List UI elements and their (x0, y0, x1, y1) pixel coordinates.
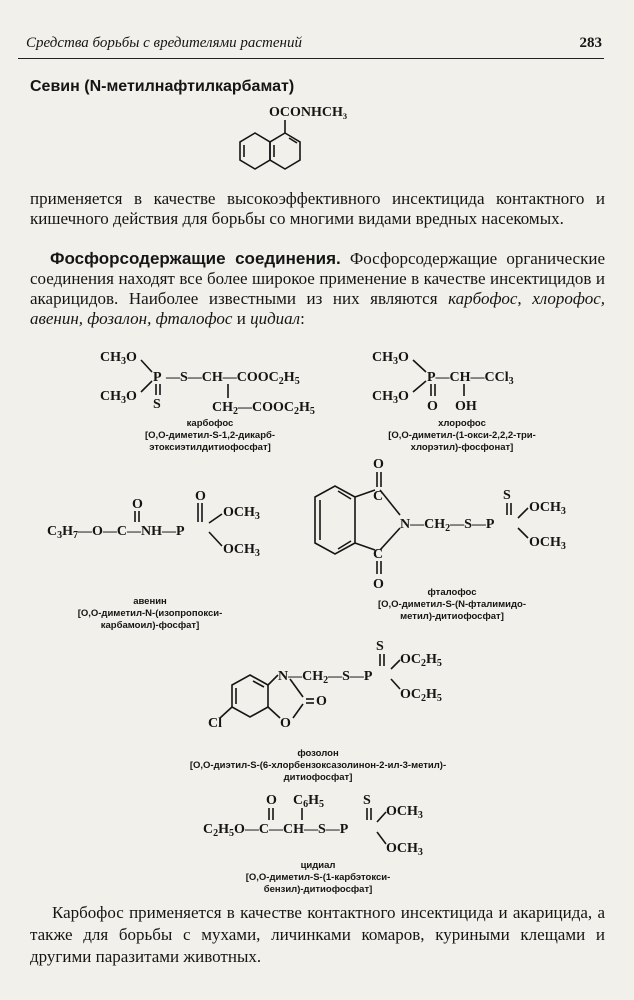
svg-text:S: S (376, 639, 384, 654)
svg-text:CH3O: $CH_3O$ (100, 350, 137, 367)
svg-text:[O,O-диметил-(1-окси-2,2,2-три: [O,O-диметил-(1-окси-2,2,2-три- (388, 430, 536, 441)
svg-text:S: S (503, 488, 511, 503)
svg-text:N—CH2—S—P: $N—CH_2—S—P$ (400, 517, 495, 534)
fozalon-name: фозолон (297, 748, 339, 759)
svg-text:бензил)-дитиофосфат]: бензил)-дитиофосфат] (263, 884, 373, 895)
avenin-name: авенин (133, 596, 167, 607)
svg-text:[O,O-диметил-S-1,2-дикарб-: [O,O-диметил-S-1,2-дикарб- (144, 430, 276, 441)
structure-fozalon (190, 639, 446, 783)
structure-cidial (203, 793, 423, 895)
chlorofos-name: хлорофос (438, 418, 486, 429)
svg-text:S: S (153, 397, 161, 412)
structure-sevin (240, 105, 347, 169)
svg-text:OCH3: $OCH_3$ (386, 804, 423, 821)
svg-text:P—CH—CCl3: P—CH—CCl$_3$ (427, 370, 514, 387)
svg-text:CH3O: $CH_3O$ (100, 389, 137, 406)
svg-text:метил)-дитиофосфат]: метил)-дитиофосфат] (400, 611, 504, 622)
svg-text:OCH3: $OCH_3$ (529, 500, 566, 517)
sevin-group: OCONHCH₃ (269, 105, 348, 120)
paragraph-phosphorus: Фосфорсодержащие соединения. Фосфорсодержащие органические соединения находят все более широкое применение в качестве инсектицидов и акарицидов. Наиболее известными из них являются карбофос, хлорофос, авенин, фозалон, фталофос и цидиал: (30, 249, 606, 328)
running-title: Средства борьбы с вредителями растений (26, 35, 302, 51)
svg-text:O: O (132, 497, 143, 512)
svg-text:[O,O-диметил-S-(1-карбэтокси-: [O,O-диметил-S-(1-карбэтокси- (245, 872, 391, 883)
paragraph-heading: Фосфорсодержащие соединения. (50, 249, 341, 268)
svg-text:OCH3: $OCH_3$ (223, 542, 260, 559)
svg-text:O: O (373, 577, 384, 592)
svg-text:[O,O-диметил-N-(изопропокси-: [O,O-диметил-N-(изопропокси- (77, 608, 223, 619)
paragraph-karbofos-use: Карбофос применяется в качестве контактного инсектицида и акарицида, а также для борьбы с мухами, личинками комаров, куриными клещами и другими паразитами животных. (30, 903, 605, 966)
compound-cidial-ref: цидиал (250, 309, 301, 328)
structure-avenin (47, 489, 260, 631)
svg-text:Cl: Cl (208, 716, 222, 731)
svg-text:OCH3: $OCH_3$ (223, 505, 260, 522)
svg-text:O: O (427, 399, 438, 414)
svg-text:P: P (153, 370, 162, 385)
ftalofos-name: фталофос (427, 587, 477, 598)
paragraph-sevin-use: применяется в качестве высокоэффективного инсектицида контактного и кишечного действия для борьбы со многими видами вредных насекомых. (30, 189, 605, 228)
page-number: 283 (579, 35, 602, 51)
svg-text:CH3O: $CH_3O$ (372, 350, 409, 367)
svg-text:OCH3: $OCH_3$ (386, 841, 423, 858)
svg-text:OH: OH (455, 399, 477, 414)
svg-text:дитиофосфат]: дитиофосфат] (283, 772, 353, 783)
svg-text:—S—CH—COOC2H5: $—S—CH—COOC_2H_5$ (166, 370, 300, 387)
svg-text:O: O (266, 793, 277, 808)
svg-text:CH2—COOC2H5: $CH_2—COOC_2H_5$ (212, 400, 315, 417)
svg-text:карбамоил)-фосфат]: карбамоил)-фосфат] (100, 620, 200, 631)
svg-text:OC2H5: $OC_2H_5$ (400, 687, 442, 704)
section-title: Севин (N-метилнафтилкарбамат) (30, 78, 295, 95)
svg-text:хлорэтил)-фосфонат]: хлорэтил)-фосфонат] (410, 442, 514, 453)
svg-text:C2H5O—C—CH—S—P: $C_2H_5O—C—CH—S—P$ (203, 822, 349, 839)
svg-text:C3H7—O—C—NH—P: $C_3H_7—O—C—NH—P$ (47, 524, 185, 541)
svg-text:CH3O: $CH_3O$ (372, 389, 409, 406)
cidial-name: цидиал (300, 860, 336, 871)
svg-text:S: S (363, 793, 371, 808)
karbofos-name: карбофос (186, 418, 234, 429)
compound-list: карбофос, хлорофос, авенин, фозалон, фталофос (30, 289, 605, 328)
svg-text:O: O (373, 457, 384, 472)
structure-ftalofos (315, 457, 566, 622)
structure-karbofos (100, 350, 315, 453)
svg-text:OC2H5: $OC_2H_5$ (400, 652, 442, 669)
svg-text:O: O (316, 694, 327, 709)
svg-text:этоксиэтилдитиофосфат]: этоксиэтилдитиофосфат] (149, 442, 271, 453)
svg-text:O: O (195, 489, 206, 504)
svg-text:C6H5: $C_6H_5$ (293, 793, 325, 810)
svg-text:N—CH2—S—P: $N—CH_2—S—P$ (278, 669, 373, 686)
svg-text:C: C (373, 489, 384, 504)
svg-text:O: O (280, 716, 291, 731)
svg-text:[O,O-диэтил-S-(6-хлорбензоксаз: [O,O-диэтил-S-(6-хлорбензоксазолинон-2-ил-3-метил)- (189, 760, 447, 771)
svg-text:C: C (373, 547, 384, 562)
structure-chlorofos (372, 350, 536, 453)
svg-text:OCH3: $OCH_3$ (529, 535, 566, 552)
svg-text:[O,O-диметил-S-(N-фталимидо-: [O,O-диметил-S-(N-фталимидо- (377, 599, 527, 610)
